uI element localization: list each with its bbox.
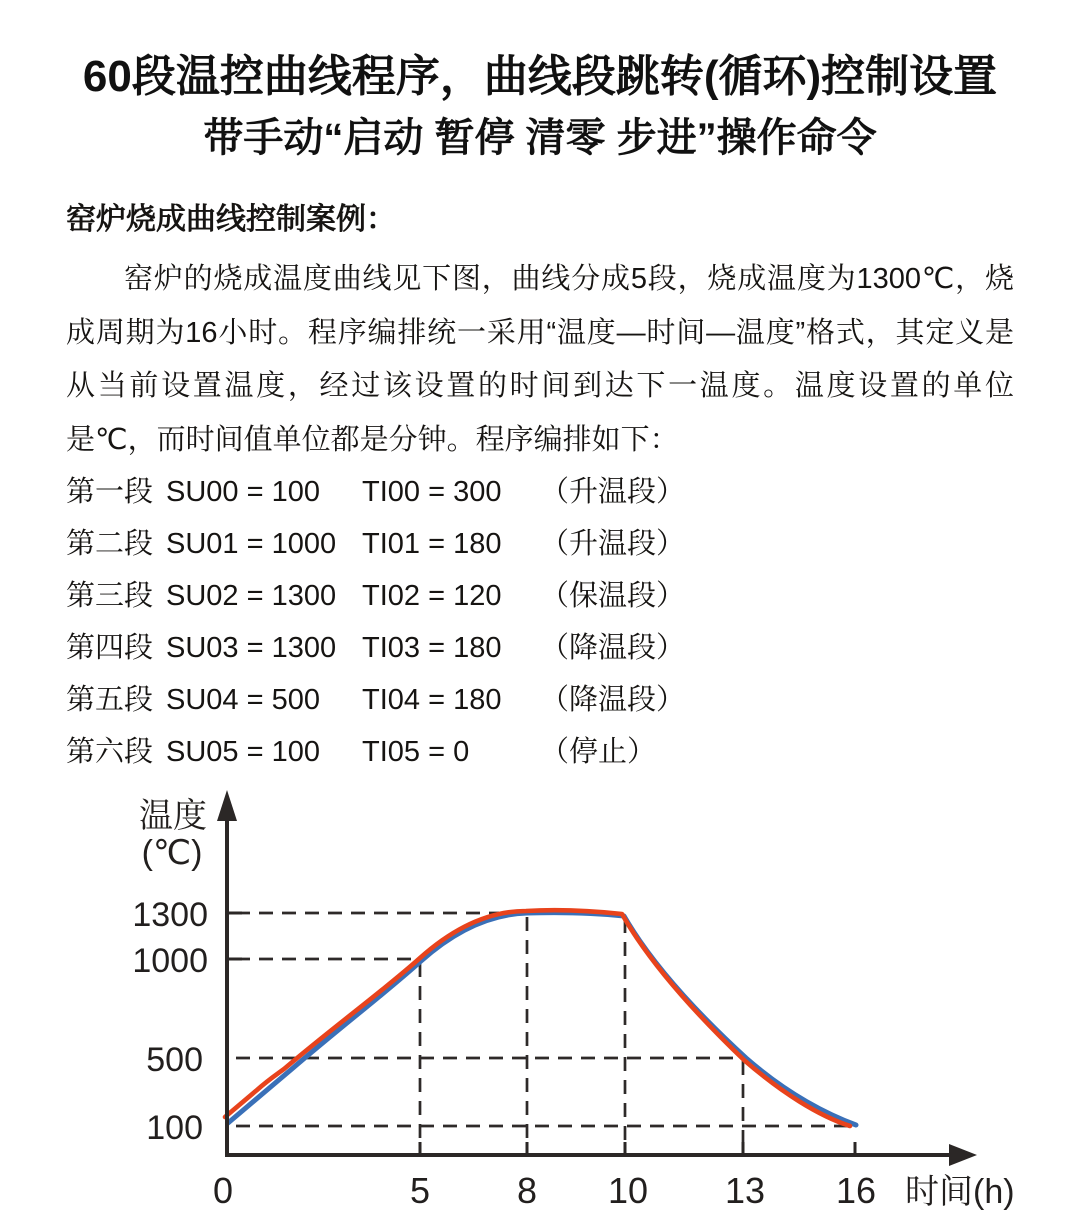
program-row: [66, 570, 686, 622]
page-title-line1: 60段温控曲线程序，曲线段跳转(循环)控制设置: [82, 52, 998, 101]
ti-value: TI03 = 180: [362, 632, 502, 664]
case-heading: 窑炉烧成曲线控制案例：: [66, 203, 396, 236]
su-value: SU05 = 100: [166, 736, 320, 768]
segment-label: 第一段: [66, 476, 154, 508]
segment-note: （降温段）: [540, 632, 686, 664]
red-curve: [225, 910, 850, 1126]
su-value: SU00 = 100: [166, 476, 320, 508]
ti-value: TI00 = 300: [362, 476, 502, 508]
axes: [225, 806, 956, 1155]
segment-note: （停止）: [540, 736, 657, 768]
y-axis-unit: (℃): [141, 834, 203, 872]
segment-note: （保温段）: [540, 580, 686, 612]
tick-marks: [227, 913, 855, 1155]
program-row: [66, 466, 686, 518]
segment-note: （升温段）: [540, 528, 686, 560]
firing-curve-chart: [0, 780, 1080, 1223]
y-tick-label-1300: 1300: [132, 896, 208, 934]
su-value: SU04 = 500: [166, 684, 320, 716]
y-axis-arrow-icon: [217, 790, 237, 821]
x-tick-label-5: 5: [409, 1170, 431, 1211]
program-row: [66, 726, 686, 778]
y-tick-label-100: 100: [146, 1109, 203, 1147]
segment-label: 第三段: [66, 580, 154, 612]
ti-value: TI05 = 0: [362, 736, 470, 768]
ti-value: TI02 = 120: [362, 580, 502, 612]
program-row: [66, 674, 686, 726]
su-value: SU03 = 1300: [166, 632, 337, 664]
segment-label: 第二段: [66, 528, 154, 560]
y-axis-title: 温度: [139, 797, 207, 835]
ti-value: TI04 = 180: [362, 684, 502, 716]
program-list: [66, 466, 686, 778]
segment-label: 第六段: [66, 736, 154, 768]
x-axis-title: 时间(h): [905, 1173, 1015, 1211]
segment-label: 第四段: [66, 632, 154, 664]
y-tick-label-1000: 1000: [132, 942, 208, 980]
program-row: [66, 622, 686, 674]
segment-label: 第五段: [66, 684, 154, 716]
x-tick-label-8: 8: [516, 1170, 538, 1211]
x-tick-label-0: 0: [212, 1170, 234, 1211]
x-axis-arrow-icon: [949, 1144, 977, 1166]
program-row: [66, 518, 686, 570]
ti-value: TI01 = 180: [362, 528, 502, 560]
su-value: SU01 = 1000: [166, 528, 337, 560]
x-tick-label-10: 10: [607, 1170, 649, 1211]
su-value: SU02 = 1300: [166, 580, 337, 612]
segment-note: （降温段）: [540, 684, 686, 716]
x-tick-label-13: 13: [724, 1170, 766, 1211]
x-tick-label-16: 16: [835, 1170, 877, 1211]
segment-note: （升温段）: [540, 476, 686, 508]
blue-curve: [228, 913, 856, 1125]
y-tick-label-500: 500: [146, 1041, 203, 1079]
page-title-line2: 带手动“启动 暂停 清零 步进”操作命令: [203, 116, 877, 160]
intro-paragraph: 窑炉的烧成温度曲线见下图，曲线分成5段，烧成温度为1300℃，烧成周期为16小时。程序编排统一采用“温度—时间—温度”格式，其定义是从当前设置温度，经过该设置的时间到达下一温度。温度设置的单位是℃，而时间值单位都是分钟。程序编排如下：: [66, 263, 1014, 456]
